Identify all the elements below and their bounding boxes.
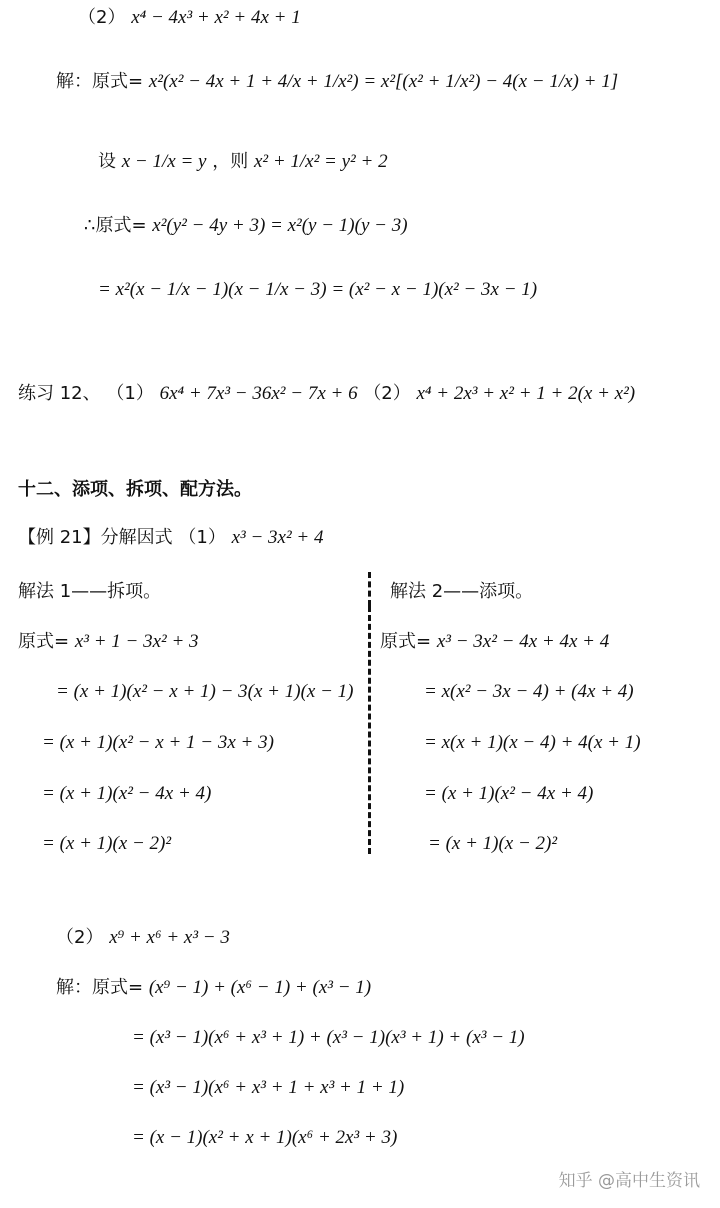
substitution-line: [98, 150, 388, 174]
substitution-label: 设: [98, 151, 116, 172]
part2-line-label: 解：原式=: [56, 977, 144, 998]
method1-line-1: [18, 630, 199, 654]
method1-line-5: [42, 832, 171, 856]
method2-line-expression: = (x + 1)(x² − 4x + 4): [424, 783, 594, 804]
method2-line-expression: = x(x² − 3x − 4) + (4x + 4): [424, 681, 634, 702]
method2-line-5: [428, 832, 557, 856]
part2-problem-label: （2）: [56, 927, 104, 948]
therefore-line: [84, 214, 408, 238]
part2-line-2: [132, 1026, 525, 1050]
method1-line-expression: = (x + 1)(x² − x + 1 − 3x + 3): [42, 732, 274, 753]
practice-part1-expression: 6x⁴ + 7x³ − 36x² − 7x + 6: [159, 383, 358, 404]
method2-line-expression: = (x + 1)(x − 2)²: [428, 833, 558, 854]
problem-expression: x⁴ − 4x³ + x² + 4x + 1: [131, 7, 301, 28]
example-line: [18, 526, 323, 550]
method2-line-4: [424, 782, 593, 806]
substitution-connector: ，则: [212, 151, 249, 172]
method1-line-label: 原式=: [18, 631, 70, 652]
column-divider-top: [368, 572, 371, 606]
part2-problem-expression: x⁹ + x⁶ + x³ − 3: [109, 927, 230, 948]
problem-2-line: [78, 6, 301, 30]
method2-line-expression: = x(x + 1)(x − 4) + 4(x + 1): [424, 732, 641, 753]
watermark: 知乎 @高中生资讯: [558, 1171, 700, 1191]
part2-line-1: [56, 976, 371, 1000]
section-heading: 十二、添项、拆项、配方法。: [18, 479, 252, 500]
method1-line-expression: = (x + 1)(x² − x + 1) − 3(x + 1)(x − 1): [56, 681, 354, 702]
column-divider: [368, 606, 371, 854]
practice-part1-label: （1）: [106, 383, 154, 404]
method1-line-3: [42, 731, 274, 755]
practice-part2-label: （2）: [363, 383, 411, 404]
final-expression: = x²(x − 1/x − 1)(x − 1/x − 3) = (x² − x − 1)(x² − 3x − 1): [98, 279, 538, 300]
substitution-result: x² + 1/x² = y² + 2: [253, 151, 388, 172]
method1-line-expression: x³ + 1 − 3x² + 3: [74, 631, 199, 652]
practice-label: 练习 12、: [18, 383, 101, 404]
solution-label: 解：原式=: [56, 71, 144, 92]
solution-expression: x²(x² − 4x + 1 + 4/x + 1/x²) = x²[(x² + 1/x²) − 4(x − 1/x) + 1]: [148, 71, 619, 92]
part2-line-expression: = (x − 1)(x² + x + 1)(x⁶ + 2x³ + 3): [132, 1127, 398, 1148]
method1-line-2: [56, 680, 353, 704]
method2-title: 解法 2——添项。: [390, 581, 534, 602]
method2-line-1: [380, 630, 609, 654]
method2-line-2: [424, 680, 634, 704]
example-label: 【例 21】分解因式: [18, 527, 173, 548]
part2-line-4: [132, 1126, 397, 1150]
practice-line: [18, 382, 635, 406]
final-line: [98, 278, 537, 302]
solution-line-1: [56, 70, 618, 94]
substitution-expression: x − 1/x = y: [121, 151, 207, 172]
method1-line-expression: = (x + 1)(x² − 4x + 4): [42, 783, 212, 804]
example-part-label: （1）: [178, 527, 226, 548]
therefore-label: ∴原式=: [84, 215, 147, 236]
part2-line-expression: = (x³ − 1)(x⁶ + x³ + 1 + x³ + 1 + 1): [132, 1077, 405, 1098]
example-expression: x³ − 3x² + 4: [231, 527, 324, 548]
method1-title: 解法 1——拆项。: [18, 581, 162, 602]
practice-part2-expression: x⁴ + 2x³ + x² + 1 + 2(x + x²): [416, 383, 636, 404]
method2-line-expression: x³ − 3x² − 4x + 4x + 4: [436, 631, 610, 652]
method1-line-expression: = (x + 1)(x − 2)²: [42, 833, 172, 854]
part2-line-expression: = (x³ − 1)(x⁶ + x³ + 1) + (x³ − 1)(x³ + 1) + (x³ − 1): [132, 1027, 525, 1048]
part2-problem-line: [56, 926, 230, 950]
problem-label: （2）: [78, 7, 126, 28]
therefore-expression: x²(y² − 4y + 3) = x²(y − 1)(y − 3): [152, 215, 408, 236]
method2-line-label: 原式=: [380, 631, 432, 652]
method2-line-3: [424, 731, 641, 755]
part2-line-3: [132, 1076, 404, 1100]
part2-line-expression: (x⁹ − 1) + (x⁶ − 1) + (x³ − 1): [148, 977, 372, 998]
method1-line-4: [42, 782, 211, 806]
